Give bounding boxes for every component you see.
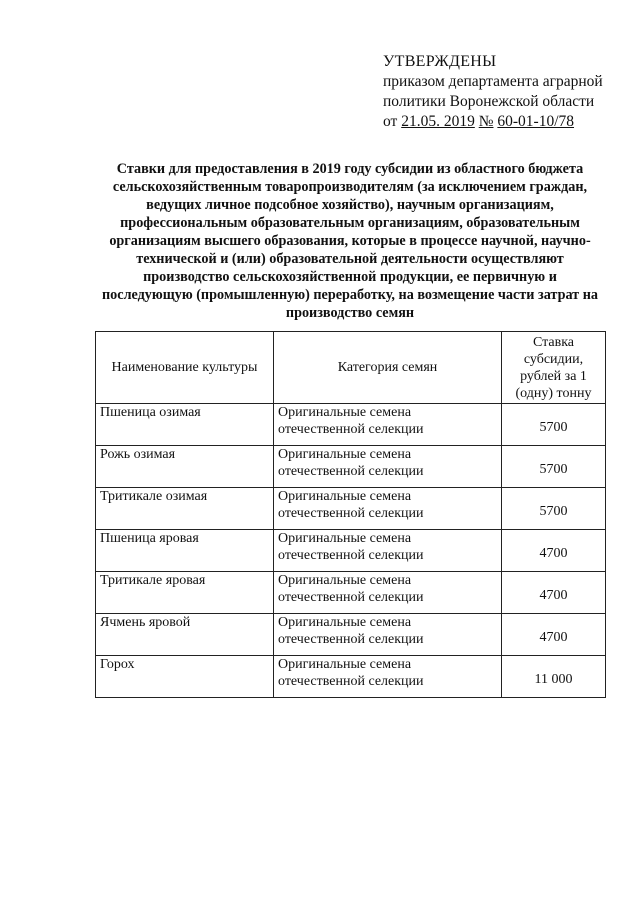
cell-culture: Рожь озимая	[96, 446, 274, 488]
approval-block	[383, 52, 633, 132]
table-row	[96, 488, 606, 530]
header-culture: Наименование культуры	[96, 332, 274, 404]
table-row	[96, 404, 606, 446]
cell-rate: 11 000	[502, 656, 606, 698]
table-row	[96, 614, 606, 656]
cell-rate: 4700	[502, 614, 606, 656]
cell-rate: 5700	[502, 446, 606, 488]
cell-rate: 5700	[502, 488, 606, 530]
table-row	[96, 446, 606, 488]
cell-rate: 5700	[502, 404, 606, 446]
cell-category: Оригинальные семена отечественной селекции	[274, 656, 502, 698]
table-row	[96, 572, 606, 614]
rates-table	[95, 331, 606, 698]
table-row	[96, 530, 606, 572]
cell-category: Оригинальные семена отечественной селекции	[274, 488, 502, 530]
cell-culture: Тритикале озимая	[96, 488, 274, 530]
approval-number: 60-01-10/78	[497, 113, 575, 130]
table-header-row	[96, 332, 606, 404]
cell-culture: Пшеница яровая	[96, 530, 274, 572]
approval-number-sign: №	[478, 113, 494, 130]
cell-category: Оригинальные семена отечественной селекции	[274, 572, 502, 614]
approval-line-2: политики Воронежской области	[383, 93, 595, 110]
header-category: Категория семян	[274, 332, 502, 404]
cell-category: Оригинальные семена отечественной селекции	[274, 614, 502, 656]
cell-culture: Ячмень яровой	[96, 614, 274, 656]
cell-culture: Пшеница озимая	[96, 404, 274, 446]
approval-date: 21.05. 2019	[401, 113, 475, 130]
header-rate: Ставка субсидии, рублей за 1 (одну) тонну	[502, 332, 606, 404]
cell-rate: 4700	[502, 572, 606, 614]
approval-line-1: приказом департамента аграрной	[383, 73, 603, 90]
cell-category: Оригинальные семена отечественной селекции	[274, 404, 502, 446]
cell-culture: Горох	[96, 656, 274, 698]
approval-order-line	[383, 112, 633, 132]
cell-rate: 4700	[502, 530, 606, 572]
table-row	[96, 656, 606, 698]
cell-category: Оригинальные семена отечественной селекции	[274, 446, 502, 488]
approval-heading: УТВЕРЖДЕНЫ	[383, 53, 497, 70]
cell-culture: Тритикале яровая	[96, 572, 274, 614]
document-title: Ставки для предоставления в 2019 году субсидии из областного бюджета сельскохозяйственным товаропроизводителям (за исключением граждан, ведущих личное подсобное хозяйство), научным организациям, профессиональным образовательным организациям, образовательным организациям высшего образования, которые в процессе научной, научно-технической и (или) образовательной деятельности осуществляют производство сельскохозяйственной продукции, ее первичную и последующую (промышленную) переработку, на возмещение части затрат на производство семян	[102, 161, 598, 321]
cell-category: Оригинальные семена отечественной селекции	[274, 530, 502, 572]
approval-from-prefix: от	[383, 113, 398, 130]
